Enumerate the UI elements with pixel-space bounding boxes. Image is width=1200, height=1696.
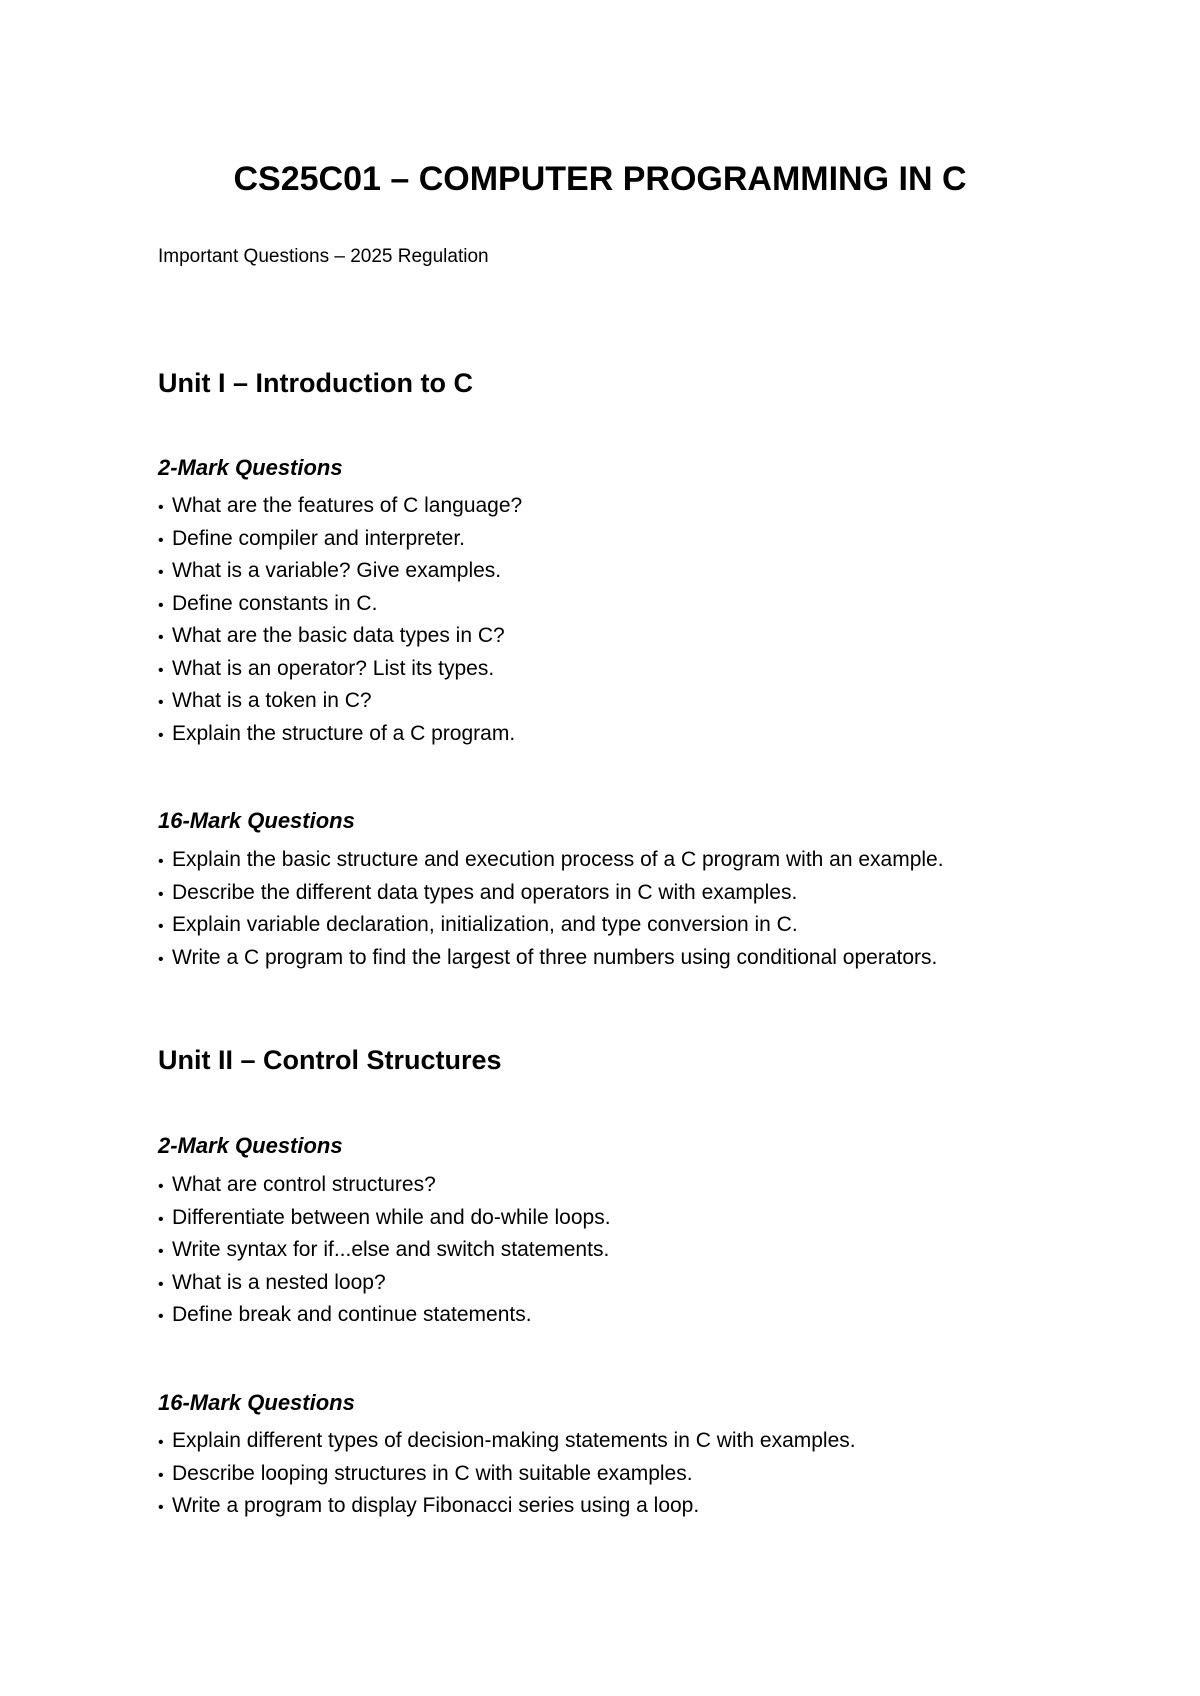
- unit-1-sixteen-mark-heading: 16-Mark Questions: [158, 808, 355, 833]
- unit-1-two-mark-list: [158, 490, 522, 750]
- unit-2-heading: Unit II – Control Structures: [158, 1045, 502, 1075]
- bullet-icon: •: [158, 1308, 164, 1325]
- bullet-icon: •: [158, 694, 164, 711]
- unit-2-two-mark-heading: 2-Mark Questions: [158, 1133, 343, 1158]
- unit-1-sixteen-mark-list: [158, 844, 944, 974]
- bullet-icon: •: [158, 1243, 164, 1260]
- list-item: • Write a C program to find the largest of three numbers using conditional operators.: [158, 942, 944, 975]
- unit-2-sixteen-mark-heading: 16-Mark Questions: [158, 1390, 355, 1415]
- list-item: • What is an operator? List its types.: [158, 653, 522, 686]
- list-item: • Explain the structure of a C program.: [158, 718, 522, 751]
- list-item: • Write a program to display Fibonacci series using a loop.: [158, 1490, 856, 1523]
- list-item: • Define break and continue statements.: [158, 1299, 611, 1332]
- list-item: • What is a token in C?: [158, 685, 522, 718]
- list-item: • Explain variable declaration, initialization, and type conversion in C.: [158, 909, 944, 942]
- list-item: • What are control structures?: [158, 1169, 611, 1202]
- list-item: • What is a variable? Give examples.: [158, 555, 522, 588]
- bullet-icon: •: [158, 1434, 164, 1451]
- bullet-icon: •: [158, 950, 164, 968]
- bullet-icon: •: [158, 629, 164, 646]
- list-item: • Explain the basic structure and execution process of a C program with an example.: [158, 844, 944, 877]
- bullet-icon: •: [158, 885, 164, 903]
- list-item: • Define constants in C.: [158, 588, 522, 621]
- bullet-icon: •: [158, 1466, 164, 1484]
- list-item: • Describe the different data types and operators in C with examples.: [158, 877, 944, 910]
- page-title: CS25C01 – COMPUTER PROGRAMMING IN C: [233, 160, 967, 198]
- list-item: • Define compiler and interpreter.: [158, 523, 522, 556]
- unit-2-sixteen-mark-list: [158, 1425, 856, 1523]
- unit-1-two-mark-heading: 2-Mark Questions: [158, 455, 343, 480]
- bullet-icon: •: [158, 918, 164, 935]
- bullet-icon: •: [158, 499, 164, 516]
- list-item: • Write syntax for if...else and switch statements.: [158, 1234, 611, 1267]
- list-item: • What is a nested loop?: [158, 1267, 611, 1300]
- bullet-icon: •: [158, 726, 164, 744]
- bullet-icon: •: [158, 1210, 164, 1228]
- unit-1-heading: Unit I – Introduction to C: [158, 368, 473, 398]
- bullet-icon: •: [158, 1499, 164, 1516]
- list-item: • What are the features of C language?: [158, 490, 522, 523]
- list-item: • What are the basic data types in C?: [158, 620, 522, 653]
- page-subtitle: Important Questions – 2025 Regulation: [158, 246, 489, 267]
- bullet-icon: •: [158, 564, 164, 581]
- bullet-icon: •: [158, 531, 164, 549]
- bullet-icon: •: [158, 661, 164, 679]
- list-item: • Differentiate between while and do-while loops.: [158, 1202, 611, 1235]
- bullet-icon: •: [158, 1178, 164, 1195]
- list-item: • Explain different types of decision-making statements in C with examples.: [158, 1425, 856, 1458]
- bullet-icon: •: [158, 596, 164, 614]
- unit-2-two-mark-list: [158, 1169, 611, 1332]
- list-item: • Describe looping structures in C with suitable examples.: [158, 1458, 856, 1491]
- bullet-icon: •: [158, 1275, 164, 1293]
- bullet-icon: •: [158, 853, 164, 870]
